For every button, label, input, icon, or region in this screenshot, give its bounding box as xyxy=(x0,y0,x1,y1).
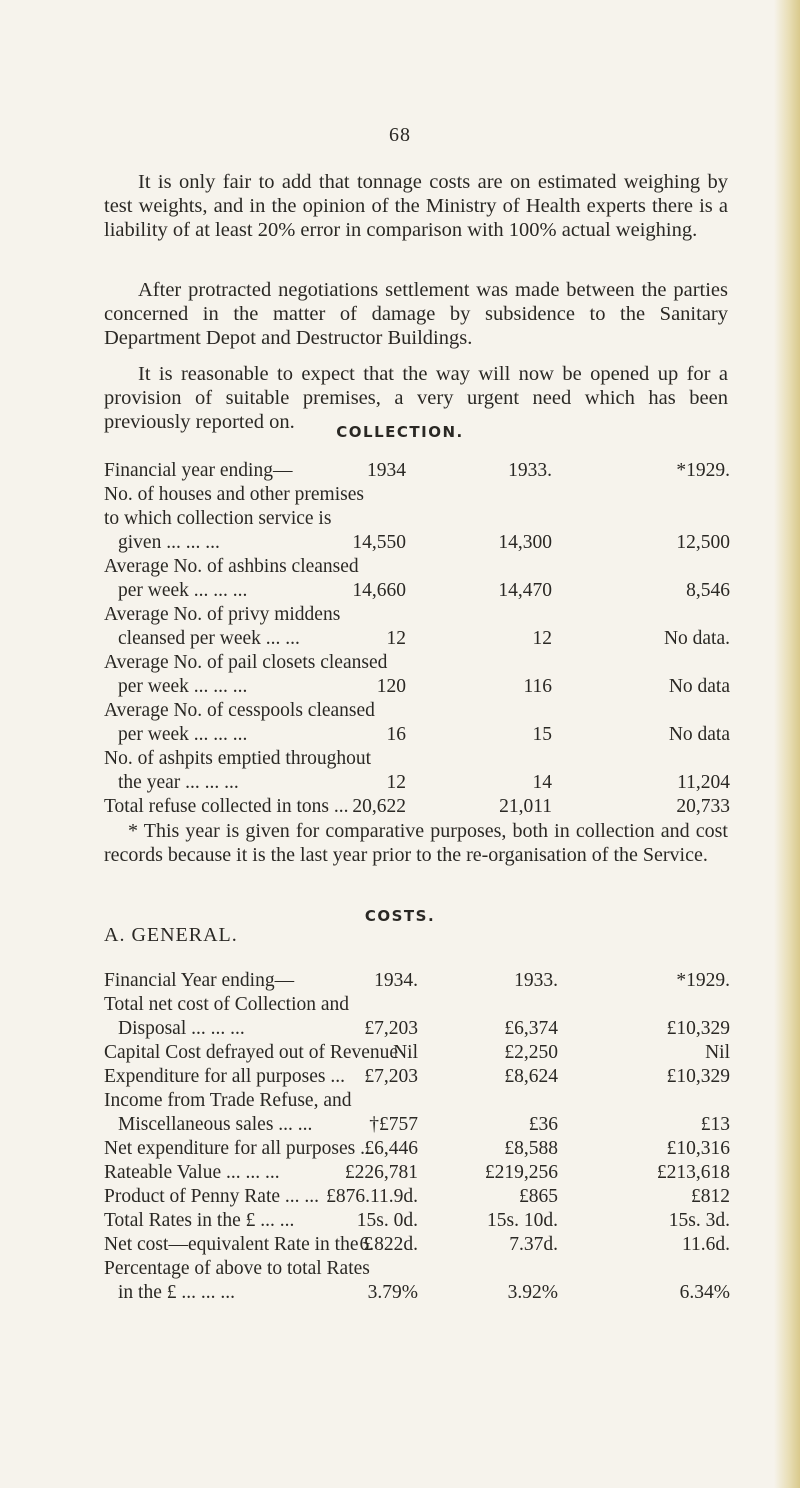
paragraph-premises: It is reasonable to expect that the way will now be opened up for a provision of suitable premises, a very urgent need which has been previously reported on. xyxy=(104,363,728,433)
cell-value: 3.79% xyxy=(367,1282,418,1303)
table-row xyxy=(104,1209,740,1233)
costs-heading: COSTS. xyxy=(364,907,436,925)
cell-value: 15s. 3d. xyxy=(668,1210,730,1231)
cell-value: 8,546 xyxy=(686,580,730,601)
year-1929: *1929. xyxy=(676,460,730,481)
collection-heading: COLLECTION. xyxy=(336,423,464,441)
table-row xyxy=(104,627,740,651)
costs-header-row xyxy=(104,969,740,993)
cell-value: £2,250 xyxy=(504,1042,558,1063)
paragraph-tonnage: It is only fair to add that tonnage costs are on estimated weighing by test weights, and in the opinion of the Ministry of Health experts there is a liability of at least 20% error in comparison with 100% actual weighing. xyxy=(104,171,728,241)
row-label: Product of Penny Rate ... ... xyxy=(104,1186,320,1207)
cell-value: £219,256 xyxy=(484,1162,558,1183)
collection-table xyxy=(104,459,740,819)
cell-value: 20,622 xyxy=(352,796,406,817)
table-row xyxy=(104,651,740,675)
cell-value: 6.34% xyxy=(679,1282,730,1303)
table-row xyxy=(104,1137,740,1161)
row-label: given ... ... ... xyxy=(118,532,220,553)
cell-value: No data xyxy=(668,724,730,745)
cell-value: 20,733 xyxy=(676,796,730,817)
table-row xyxy=(104,723,740,747)
cell-value: 21,011 xyxy=(499,796,552,817)
cell-value: Nil xyxy=(393,1042,418,1063)
row-label: Total refuse collected in tons ... xyxy=(104,796,349,817)
page-edge-shading xyxy=(774,0,800,1488)
cell-value: £10,329 xyxy=(666,1066,730,1087)
row-label: Average No. of ashbins cleansed xyxy=(104,556,359,577)
row-label: No. of houses and other premises xyxy=(104,484,364,505)
table-row xyxy=(104,675,740,699)
cell-value: 14,300 xyxy=(498,532,552,553)
row-label: in the £ ... ... ... xyxy=(118,1282,235,1303)
cell-value: £226,781 xyxy=(344,1162,418,1183)
cell-value: £6,374 xyxy=(504,1018,558,1039)
cell-value: £8,624 xyxy=(504,1066,558,1087)
cell-value: No data xyxy=(668,676,730,697)
table-row xyxy=(104,1113,740,1137)
cell-value: No data. xyxy=(663,628,730,649)
row-label: Capital Cost defrayed out of Revenue xyxy=(104,1042,399,1063)
cell-value: £213,618 xyxy=(656,1162,730,1183)
row-label: Net expenditure for all purposes ... xyxy=(104,1138,375,1159)
row-label: per week ... ... ... xyxy=(118,724,248,745)
table-row xyxy=(104,531,740,555)
table-row xyxy=(104,771,740,795)
year-1934: 1934. xyxy=(374,970,418,991)
cell-value: £10,316 xyxy=(666,1138,730,1159)
table-row xyxy=(104,699,740,723)
table-row xyxy=(104,1089,740,1113)
year-1933: 1933. xyxy=(514,970,558,991)
cell-value: 14,660 xyxy=(352,580,406,601)
cell-value: 14,550 xyxy=(352,532,406,553)
table-row xyxy=(104,1041,740,1065)
paragraph-settlement: After protracted negotiations settlement was made between the parties concerned in the matter of damage by subsidence to the Sanitary Department Depot and Destructor Buildings. xyxy=(104,279,728,349)
cell-value: 12 xyxy=(386,772,406,793)
cell-value: £8,588 xyxy=(504,1138,558,1159)
row-label: cleansed per week ... ... xyxy=(118,628,300,649)
year-1934: 1934 xyxy=(367,460,406,481)
cell-value: 14,470 xyxy=(498,580,552,601)
table-row xyxy=(104,1161,740,1185)
row-label: Percentage of above to total Rates xyxy=(104,1258,370,1279)
cell-value: †£757 xyxy=(369,1114,418,1135)
cell-value: 15s. 0d. xyxy=(356,1210,418,1231)
table-row xyxy=(104,795,740,819)
cell-value: 16 xyxy=(386,724,406,745)
cell-value: 120 xyxy=(376,676,406,697)
row-label: Total Rates in the £ ... ... xyxy=(104,1210,295,1231)
row-label: per week ... ... ... xyxy=(118,580,248,601)
table-row xyxy=(104,1281,740,1305)
cell-value: £6,446 xyxy=(364,1138,418,1159)
table-row xyxy=(104,579,740,603)
table-row xyxy=(104,507,740,531)
row-label: No. of ashpits emptied throughout xyxy=(104,748,372,769)
cell-value: 14 xyxy=(532,772,552,793)
table-row xyxy=(104,483,740,507)
cell-value: 12,500 xyxy=(676,532,730,553)
cell-value: £865 xyxy=(519,1186,558,1207)
cell-value: 7.37d. xyxy=(509,1234,558,1255)
header-label: Financial Year ending— xyxy=(104,970,295,991)
collection-footnote: * This year is given for comparative purposes, both in collection and cost records because it is the last year prior to the re-organisation of the Service. xyxy=(104,820,728,866)
costs-table xyxy=(104,969,740,1305)
table-row xyxy=(104,747,740,771)
row-label: the year ... ... ... xyxy=(118,772,239,793)
row-label: Total net cost of Collection and xyxy=(104,994,350,1015)
table-row xyxy=(104,555,740,579)
header-label: Financial year ending— xyxy=(104,460,293,481)
row-label: Average No. of cesspools cleansed xyxy=(104,700,375,721)
row-label: Disposal ... ... ... xyxy=(118,1018,245,1039)
year-1933: 1933. xyxy=(508,460,552,481)
cell-value: 15 xyxy=(532,724,552,745)
cell-value: £10,329 xyxy=(666,1018,730,1039)
year-1929: *1929. xyxy=(676,970,730,991)
cell-value: £36 xyxy=(528,1114,558,1135)
cell-value: 12 xyxy=(532,628,552,649)
cell-value: £13 xyxy=(700,1114,730,1135)
table-row xyxy=(104,1257,740,1281)
table-row xyxy=(104,1233,740,1257)
table-row xyxy=(104,1017,740,1041)
page-number: 68 xyxy=(389,124,411,146)
row-label: Average No. of pail closets cleansed xyxy=(104,652,388,673)
row-label: to which collection service is xyxy=(104,508,332,529)
cell-value: 11,204 xyxy=(677,772,730,793)
cell-value: £876.11.9d. xyxy=(326,1186,418,1207)
cell-value: 15s. 10d. xyxy=(487,1210,558,1231)
table-row xyxy=(104,1185,740,1209)
row-label: Expenditure for all purposes ... xyxy=(104,1066,345,1087)
table-row xyxy=(104,1065,740,1089)
cell-value: 12 xyxy=(386,628,406,649)
table-row xyxy=(104,603,740,627)
row-label: per week ... ... ... xyxy=(118,676,248,697)
costs-subheading: A. GENERAL. xyxy=(104,924,238,946)
row-label: Income from Trade Refuse, and xyxy=(104,1090,352,1111)
cell-value: £7,203 xyxy=(364,1018,418,1039)
cell-value: £7,203 xyxy=(364,1066,418,1087)
row-label: Rateable Value ... ... ... xyxy=(104,1162,280,1183)
table-row xyxy=(104,993,740,1017)
row-label: Average No. of privy middens xyxy=(104,604,341,625)
cell-value: 11.6d. xyxy=(681,1234,730,1255)
row-label: Net cost—equivalent Rate in the £ xyxy=(104,1234,374,1255)
cell-value: £812 xyxy=(691,1186,730,1207)
row-label: Miscellaneous sales ... ... xyxy=(118,1114,313,1135)
cell-value: 116 xyxy=(523,676,552,697)
collection-header-row xyxy=(104,459,740,483)
cell-value: 6.822d. xyxy=(359,1234,418,1255)
cell-value: Nil xyxy=(705,1042,730,1063)
cell-value: 3.92% xyxy=(507,1282,558,1303)
